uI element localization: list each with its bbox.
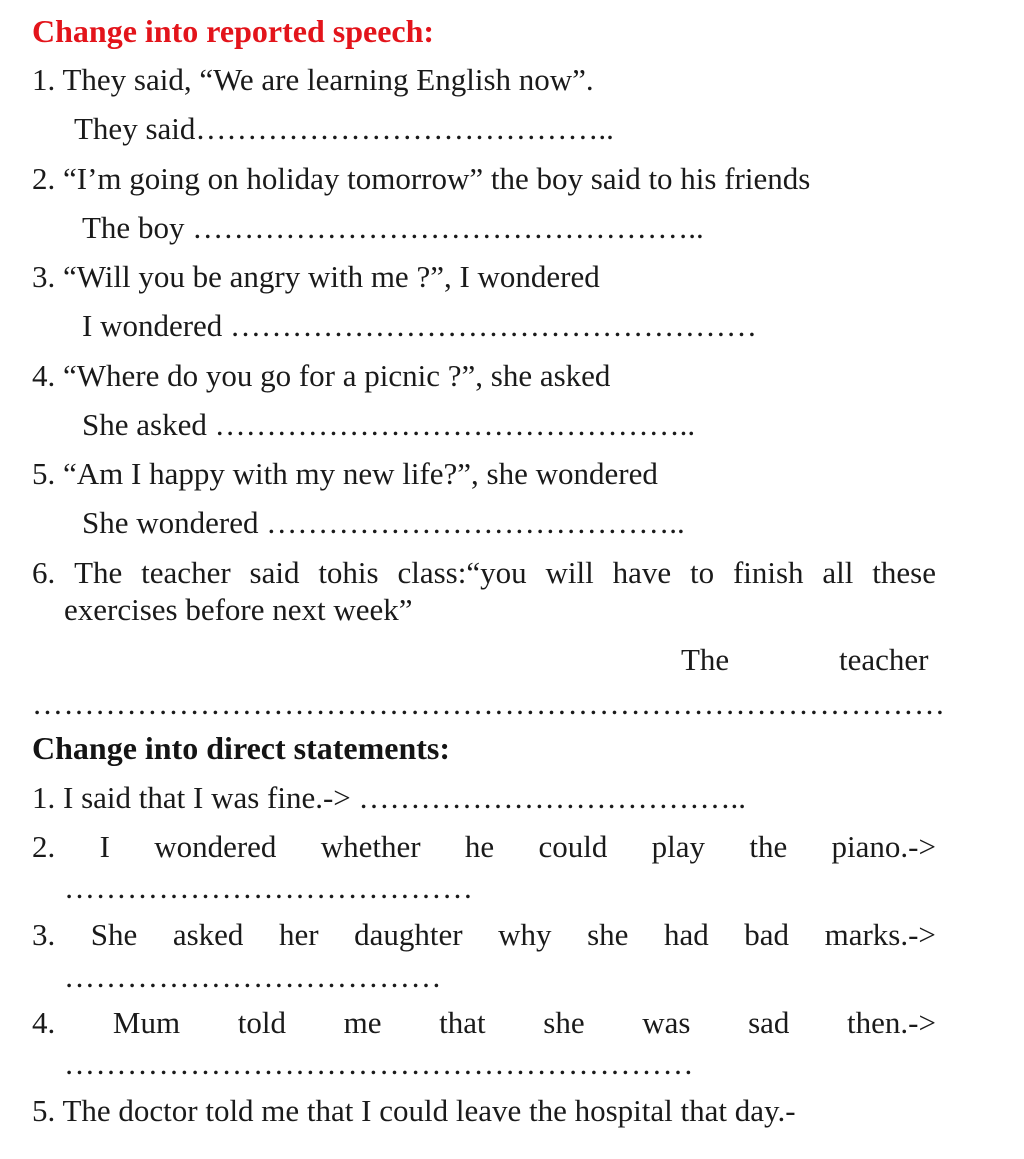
direct-answer-3-dots: ……………………………… — [64, 959, 442, 994]
word: I — [99, 829, 110, 864]
word: could — [538, 829, 608, 864]
word: play — [651, 829, 706, 864]
reported-answer-2: The boy ………………………………………….. — [82, 210, 704, 245]
word: 3. — [32, 917, 56, 952]
word: teacher — [141, 555, 231, 590]
word: that — [439, 1005, 486, 1040]
direct-question-5: 5. The doctor told me that I could leave the hospital that day.- — [32, 1093, 796, 1128]
reported-question-5: 5. “Am I happy with my new life?”, she wondered — [32, 456, 658, 491]
word: will — [545, 555, 594, 590]
word: the — [749, 829, 788, 864]
word: she — [587, 917, 629, 952]
word: he — [464, 829, 495, 864]
direct-question-2 — [32, 827, 936, 867]
word: class:“you — [397, 555, 527, 590]
heading-reported-speech: Change into reported speech: — [32, 13, 435, 49]
direct-answer-2-dots: ………………………………… — [64, 870, 474, 905]
word: daughter — [354, 917, 463, 952]
direct-question-1: 1. I said that I was fine.-> ……………………………….. — [32, 780, 747, 815]
reported-answer-3: I wondered …………………………………………… — [82, 308, 758, 343]
word: why — [498, 917, 552, 952]
word: said — [249, 555, 300, 590]
word: to — [689, 555, 715, 590]
word: she — [543, 1005, 585, 1040]
word: sad — [748, 1005, 790, 1040]
reported-answer-4: She asked ……………………………………….. — [82, 407, 696, 442]
word: The — [74, 555, 123, 590]
word: then.-> — [847, 1005, 936, 1040]
word: all — [822, 555, 854, 590]
word: was — [642, 1005, 691, 1040]
word: me — [343, 1005, 382, 1040]
direct-question-4 — [32, 1003, 936, 1043]
heading-direct-statements: Change into direct statements: — [32, 730, 451, 766]
word: marks.-> — [824, 917, 936, 952]
reported-question-1: 1. They said, “We are learning English now”. — [32, 62, 594, 97]
reported-answer-1: They said………………………………….. — [74, 111, 614, 146]
word: 4. — [32, 1005, 56, 1040]
reported-question-6 — [32, 553, 936, 593]
word: piano.-> — [831, 829, 936, 864]
direct-answer-4-dots: …………………………………………………… — [64, 1046, 694, 1081]
word: her — [278, 917, 319, 952]
word: tohis — [318, 555, 379, 590]
word: 2. — [32, 829, 56, 864]
word: these — [872, 555, 936, 590]
word: Mum — [112, 1005, 181, 1040]
word: told — [237, 1005, 286, 1040]
word: had — [663, 917, 709, 952]
reported-answer-6-word-teacher: teacher — [839, 642, 929, 677]
reported-question-4: 4. “Where do you go for a picnic ?”, she asked — [32, 358, 611, 393]
reported-question-3: 3. “Will you be angry with me ?”, I wondered — [32, 259, 600, 294]
word: whether — [320, 829, 421, 864]
reported-answer-6-dots: …………………………………………………………………………… — [32, 686, 946, 721]
word: 6. — [32, 555, 56, 590]
word: bad — [744, 917, 790, 952]
word: asked — [172, 917, 244, 952]
word: have — [612, 555, 672, 590]
word: She — [90, 917, 138, 952]
reported-question-2: 2. “I’m going on holiday tomorrow” the boy said to his friends — [32, 161, 811, 196]
word: wondered — [154, 829, 277, 864]
direct-question-3 — [32, 915, 936, 955]
reported-answer-6-word-the: The — [681, 642, 730, 677]
reported-answer-5: She wondered ………………………………….. — [82, 505, 685, 540]
word: finish — [732, 555, 804, 590]
reported-question-6-continued: exercises before next week” — [64, 592, 413, 627]
